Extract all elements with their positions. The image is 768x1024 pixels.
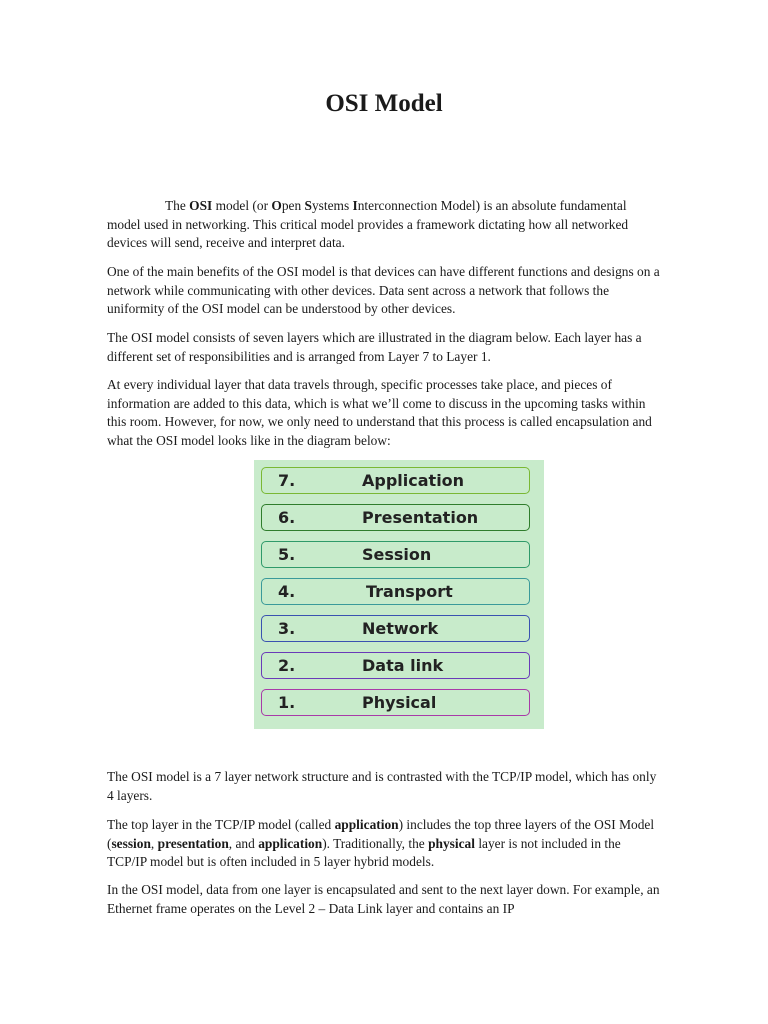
layer-3-box [261, 615, 530, 642]
bold-span: O [271, 198, 282, 213]
text-span: The top layer in the TCP/IP model (called [107, 817, 335, 832]
text-span: layer is not included in the TCP/IP model but is often included in 5 layer hybrid models. [107, 835, 621, 870]
text-span: , and [228, 835, 259, 851]
bold-span: I [352, 198, 358, 213]
text-span: ystems [311, 198, 353, 213]
layer-number: 5. [278, 545, 296, 564]
layer-4-box [261, 578, 530, 605]
layer-number: 1. [278, 693, 296, 712]
text-span: ) includes the top three layers of the OSI Model ( [107, 817, 655, 851]
layer-7-box [261, 467, 530, 494]
bold-span: physical [428, 835, 475, 851]
layer-1-box [261, 689, 530, 716]
text-span: pen [281, 198, 305, 213]
layer-name: Application [362, 471, 465, 490]
encapsulation-paragraph: At every individual layer that data travels through, specific processes take place, and pieces of information are added to this data, which is what we’ll come to discuss in the upcoming tasks within this room. However, for now, we only need to understand that this process is called encapsulation and what the OSI model looks like in the diagram below: [107, 377, 652, 448]
bold-span: presentation [157, 835, 229, 851]
text-span: nterconnection Model) is an absolute fundamental model used in networking. This critical model provides a framework dictating how all networked devices will send, receive and interpret data. [107, 198, 629, 251]
layer-name: Presentation [362, 508, 479, 527]
layer-6-box [261, 504, 530, 531]
bold-span: S [304, 198, 312, 213]
encapsulation-example-paragraph: In the OSI model, data from one layer is encapsulated and sent to the next layer down. For example, an Ethernet frame operates on the Level 2 – Data Link layer and contains an IP [107, 882, 660, 916]
layer-number: 6. [278, 508, 296, 527]
bold-span: application [334, 817, 399, 832]
layer-number: 2. [278, 656, 296, 675]
text-span: , [150, 835, 158, 851]
intro-paragraph [107, 197, 663, 253]
osi-layers-diagram [254, 460, 544, 729]
layer-name: Session [362, 545, 432, 564]
bold-span: application [258, 835, 323, 851]
text-span: ). Traditionally, the [322, 835, 429, 851]
layer-name: Network [362, 619, 439, 638]
layers-paragraph: The OSI model consists of seven layers which are illustrated in the diagram below. Each layer has a different set of responsibilities and is arranged from Layer 7 to Layer 1. [107, 330, 642, 364]
text-span: model (or [212, 198, 272, 213]
tcpip-paragraph [107, 816, 663, 872]
layer-name: Physical [362, 693, 437, 712]
layer-2-box [261, 652, 530, 679]
layer-number: 7. [278, 471, 296, 490]
layer-number: 3. [278, 619, 296, 638]
layer-name: Data link [362, 656, 444, 675]
comparison-paragraph: The OSI model is a 7 layer network structure and is contrasted with the TCP/IP model, which has only 4 layers. [107, 769, 657, 803]
layer-number: 4. [278, 582, 296, 601]
bold-span: session [111, 835, 151, 851]
benefits-paragraph: One of the main benefits of the OSI model is that devices can have different functions and designs on a network while communicating with other devices. Data sent across a network that follows the uniformity of the OSI model can be understood by other devices. [107, 264, 660, 317]
layer-5-box [261, 541, 530, 568]
layer-name: Transport [366, 582, 453, 601]
page-title: OSI Model [325, 90, 443, 117]
bold-span: OSI [189, 198, 213, 213]
text-span: The [165, 198, 190, 213]
